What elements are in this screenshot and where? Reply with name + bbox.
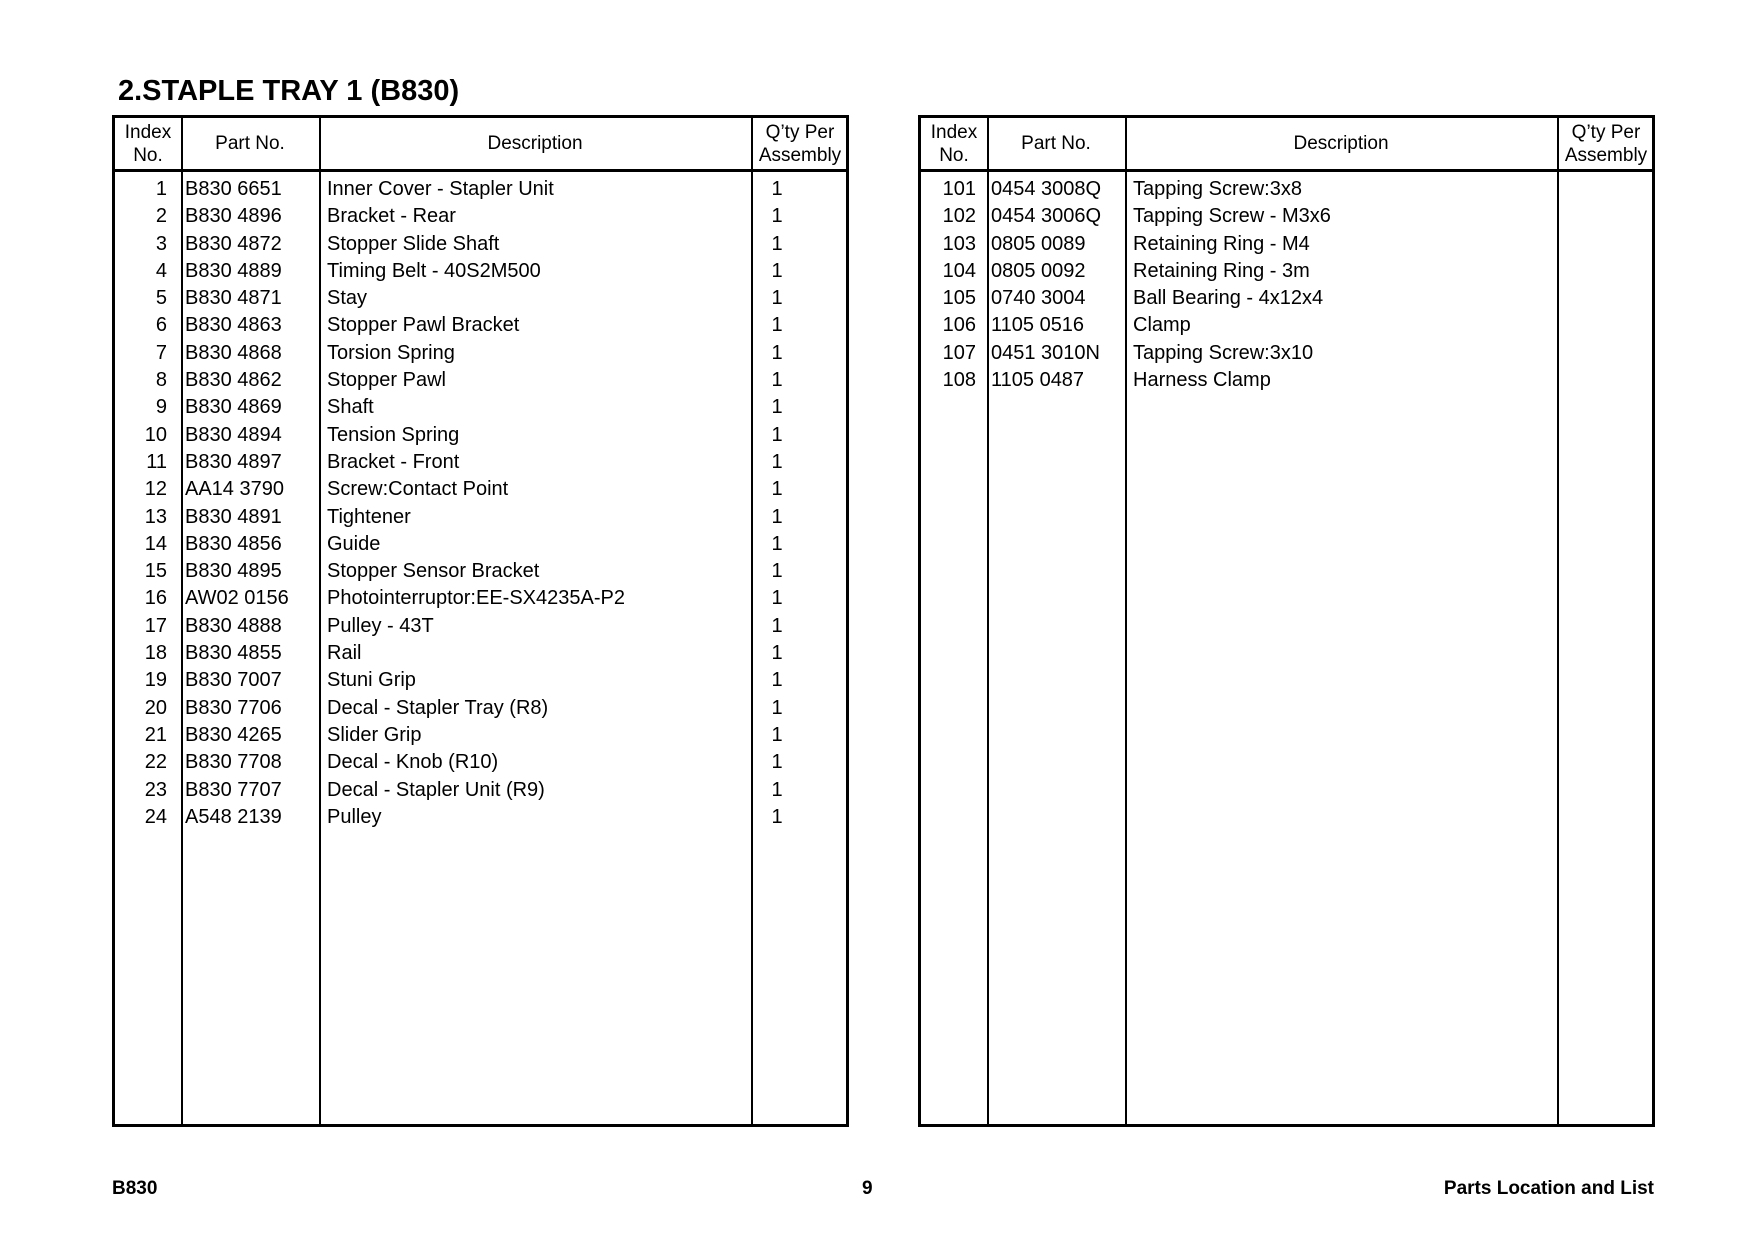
table-row: [115, 504, 846, 531]
header-qty: Q’ty Per Assembly: [758, 121, 842, 166]
description-cell: Guide: [327, 532, 381, 555]
header-divider: [115, 169, 846, 172]
description-cell: Rail: [327, 642, 362, 665]
table-row: [921, 203, 1652, 230]
table-row: [115, 312, 846, 339]
parts-table-right: [918, 115, 1655, 1127]
rows-right: [921, 176, 1652, 394]
qty-cell: 1: [771, 369, 783, 392]
part-no-cell: AW02 0156: [185, 587, 289, 610]
index-cell: 12: [144, 478, 167, 501]
index-cell: 13: [144, 505, 167, 528]
description-cell: Screw:Contact Point: [327, 478, 509, 501]
qty-cell: 1: [771, 178, 783, 200]
qty-cell: 1: [771, 751, 783, 774]
description-cell: Stopper Slide Shaft: [327, 232, 500, 255]
part-no-cell: B830 4863: [185, 314, 282, 337]
index-cell: 5: [155, 287, 167, 310]
index-cell: 6: [155, 314, 167, 337]
part-no-cell: B830 4889: [185, 259, 282, 282]
part-no-cell: B830 4862: [185, 369, 282, 392]
description-cell: Decal - Stapler Unit (R9): [327, 778, 545, 801]
description-cell: Timing Belt - 40S2M500: [327, 259, 541, 282]
index-cell: 2: [155, 205, 167, 228]
index-cell: 108: [942, 369, 976, 392]
footer-page-number: 9: [862, 1178, 873, 1199]
index-cell: 9: [155, 396, 167, 419]
table-row: [921, 231, 1652, 258]
footer-section: Parts Location and List: [1443, 1178, 1654, 1199]
table-row: [115, 667, 846, 694]
description-cell: Tightener: [327, 505, 411, 528]
index-cell: 8: [155, 369, 167, 392]
header-index: Index No.: [124, 121, 172, 166]
header-part-no: Part No.: [215, 133, 285, 154]
index-cell: 19: [144, 669, 167, 692]
part-no-cell: B830 4872: [185, 232, 282, 255]
qty-cell: 1: [771, 287, 783, 310]
table-row: [115, 722, 846, 749]
qty-cell: 1: [771, 232, 783, 255]
table-row: [115, 558, 846, 585]
description-cell: Bracket - Front: [327, 450, 460, 473]
part-no-cell: A548 2139: [185, 805, 282, 828]
part-no-cell: B830 4869: [185, 396, 282, 419]
table-row: [115, 640, 846, 667]
part-no-cell: 0805 0089: [991, 232, 1086, 255]
qty-cell: 1: [771, 560, 783, 583]
part-no-cell: B830 7007: [185, 669, 282, 692]
part-no-cell: B830 4897: [185, 450, 282, 473]
page-title: 2.STAPLE TRAY 1 (B830): [118, 75, 460, 107]
table-row: [115, 367, 846, 394]
table-row: [115, 340, 846, 367]
table-row: [921, 367, 1652, 394]
part-no-cell: B830 4868: [185, 341, 282, 364]
description-cell: Decal - Stapler Tray (R8): [327, 696, 549, 719]
index-cell: 14: [144, 532, 167, 555]
part-no-cell: B830 7708: [185, 751, 282, 774]
table-row: [115, 585, 846, 612]
description-cell: Stopper Sensor Bracket: [327, 560, 540, 583]
header-qty: Q’ty Per Assembly: [1564, 121, 1648, 166]
part-no-cell: 0805 0092: [991, 259, 1086, 282]
description-cell: Retaining Ring - 3m: [1133, 259, 1310, 282]
description-cell: Pulley: [327, 805, 382, 828]
index-cell: 105: [942, 287, 976, 310]
table-row: [115, 231, 846, 258]
table-row: [115, 394, 846, 421]
table-row: [115, 695, 846, 722]
part-no-cell: B830 4265: [185, 723, 282, 746]
part-no-cell: B830 4895: [185, 560, 282, 583]
part-no-cell: B830 4871: [185, 287, 282, 310]
index-cell: 11: [146, 450, 167, 473]
part-no-cell: B830 7706: [185, 696, 282, 719]
qty-cell: 1: [771, 396, 783, 419]
description-cell: Tapping Screw:3x10: [1133, 341, 1314, 364]
table-row: [115, 422, 846, 449]
description-cell: Clamp: [1133, 314, 1191, 337]
table-row: [115, 804, 846, 831]
table-row: [115, 777, 846, 804]
header-divider: [921, 169, 1652, 172]
description-cell: Harness Clamp: [1133, 369, 1271, 392]
index-cell: 7: [155, 341, 167, 364]
header-description: Description: [1293, 133, 1389, 154]
table-row: [115, 203, 846, 230]
qty-cell: 1: [771, 423, 783, 446]
description-cell: Bracket - Rear: [327, 205, 456, 228]
part-no-cell: 1105 0516: [991, 314, 1085, 337]
part-no-cell: 0454 3008Q: [991, 178, 1102, 200]
table-row: [921, 285, 1652, 312]
part-no-cell: B830 6651: [185, 178, 282, 200]
index-cell: 1: [155, 178, 167, 200]
index-cell: 103: [942, 232, 976, 255]
part-no-cell: B830 4896: [185, 205, 282, 228]
table-row: [921, 176, 1652, 203]
qty-cell: 1: [771, 805, 783, 828]
qty-cell: 1: [771, 669, 783, 692]
description-cell: Stuni Grip: [327, 669, 416, 692]
index-cell: 18: [144, 642, 167, 665]
index-cell: 106: [942, 314, 976, 337]
qty-cell: 1: [771, 532, 783, 555]
table-row: [115, 749, 846, 776]
header-index: Index No.: [930, 121, 978, 166]
footer-model: B830: [112, 1178, 158, 1199]
part-no-cell: 1105 0487: [991, 369, 1085, 392]
description-cell: Ball Bearing - 4x12x4: [1133, 287, 1324, 310]
part-no-cell: B830 4888: [185, 614, 282, 637]
index-cell: 107: [942, 341, 976, 364]
part-no-cell: B830 7707: [185, 778, 282, 801]
qty-cell: 1: [771, 778, 783, 801]
qty-cell: 1: [771, 505, 783, 528]
description-cell: Shaft: [327, 396, 374, 419]
qty-cell: 1: [771, 696, 783, 719]
description-cell: Tension Spring: [327, 423, 460, 446]
table-row: [921, 340, 1652, 367]
description-cell: Stay: [327, 287, 368, 310]
index-cell: 3: [155, 232, 167, 255]
index-cell: 23: [144, 778, 167, 801]
table-row: [921, 258, 1652, 285]
index-cell: 4: [155, 259, 167, 282]
index-cell: 24: [144, 805, 167, 828]
rows-left: [115, 176, 846, 831]
qty-cell: 1: [771, 478, 783, 501]
qty-cell: 1: [771, 205, 783, 228]
table-row: [115, 176, 846, 203]
qty-cell: 1: [771, 587, 783, 610]
part-no-cell: B830 4891: [185, 505, 282, 528]
qty-cell: 1: [771, 314, 783, 337]
part-no-cell: 0740 3004: [991, 287, 1086, 310]
table-row: [115, 258, 846, 285]
index-cell: 16: [144, 587, 167, 610]
qty-cell: 1: [771, 341, 783, 364]
index-cell: 101: [942, 178, 976, 200]
part-no-cell: B830 4856: [185, 532, 282, 555]
header-description: Description: [487, 133, 583, 154]
description-cell: Photointerruptor:EE-SX4235A-P2: [327, 587, 625, 610]
table-row: [921, 312, 1652, 339]
index-cell: 15: [144, 560, 167, 583]
description-cell: Torsion Spring: [327, 341, 455, 364]
header-part-no: Part No.: [1021, 133, 1091, 154]
part-no-cell: AA14 3790: [185, 478, 284, 501]
description-cell: Retaining Ring - M4: [1133, 232, 1310, 255]
description-cell: Pulley - 43T: [327, 614, 434, 637]
qty-cell: 1: [771, 450, 783, 473]
index-cell: 10: [144, 423, 167, 446]
table-row: [115, 476, 846, 503]
part-no-cell: 0451 3010N: [991, 341, 1100, 364]
index-cell: 22: [144, 751, 167, 774]
parts-table-left: [112, 115, 849, 1127]
qty-cell: 1: [771, 614, 783, 637]
qty-cell: 1: [771, 259, 783, 282]
index-cell: 21: [144, 723, 167, 746]
part-no-cell: B830 4894: [185, 423, 282, 446]
part-no-cell: B830 4855: [185, 642, 282, 665]
description-cell: Tapping Screw - M3x6: [1133, 205, 1331, 228]
index-cell: 102: [942, 205, 976, 228]
table-row: [115, 613, 846, 640]
qty-cell: 1: [771, 723, 783, 746]
table-row: [115, 449, 846, 476]
index-cell: 17: [144, 614, 167, 637]
index-cell: 20: [144, 696, 167, 719]
description-cell: Slider Grip: [327, 723, 422, 746]
table-row: [115, 285, 846, 312]
index-cell: 104: [942, 259, 976, 282]
description-cell: Stopper Pawl Bracket: [327, 314, 520, 337]
part-no-cell: 0454 3006Q: [991, 205, 1102, 228]
description-cell: Decal - Knob (R10): [327, 751, 499, 774]
description-cell: Tapping Screw:3x8: [1133, 178, 1302, 200]
description-cell: Stopper Pawl: [327, 369, 446, 392]
description-cell: Inner Cover - Stapler Unit: [327, 178, 554, 200]
qty-cell: 1: [771, 642, 783, 665]
table-row: [115, 531, 846, 558]
